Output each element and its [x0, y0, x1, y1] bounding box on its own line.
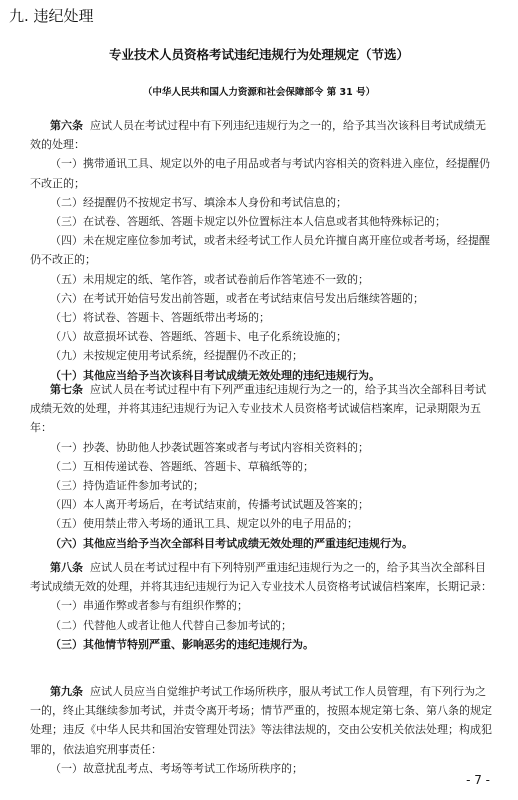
article-7 — [30, 380, 492, 553]
article-intro — [30, 380, 492, 438]
document-subtitle: （中华人民共和国人力资源和社会保障部令 第 31 号） — [142, 87, 376, 98]
list-item: （一）串通作弊或者参与有组织作弊的； — [50, 599, 248, 613]
section-heading: 九. 违纪处理 — [9, 7, 94, 25]
list-item: （二）代替他人或者让他人代替自己参加考试的； — [50, 618, 292, 632]
list-item: （八）故意损坏试卷、答题纸、答题卡、电子化系统设施的； — [50, 330, 347, 344]
article-number: 第八条 — [50, 561, 83, 574]
article-intro-text: 应试人员应当自觉维护考试工作场所秩序，服从考试工作人员管理，有下列行为之一的，终止其继续参加考试，并责令离开考场；情节严重的，按照本规定第七条、第八条的规定处理；违反《中华人民共和国治安管理处罚法》等法律法规的，交由公安机关依法处理；构成犯罪的，依法追究刑事责任： — [30, 685, 492, 756]
article-intro — [30, 682, 492, 759]
list-item: （二）互相传递试卷、答题纸、答题卡、草稿纸等的； — [50, 459, 314, 473]
document-title: 专业技术人员资格考试违纪违规行为处理规定（节选） — [108, 47, 409, 62]
article-9 — [30, 682, 492, 778]
list-item: （五）未用规定的纸、笔作答，或者试卷前后作答笔迹不一致的； — [50, 272, 369, 286]
list-item: （九）未按规定使用考试系统，经提醒仍不改正的； — [50, 349, 303, 363]
list-item: （三）其他情节特别严重、影响恶劣的违纪违规行为。 — [50, 637, 314, 651]
article-number: 第七条 — [50, 383, 83, 396]
list-item: （十）其他应当给予当次该科目考试成绩无效处理的违纪违规行为。 — [50, 368, 380, 382]
article-6 — [30, 116, 492, 385]
article-intro-text: 应试人员在考试过程中有下列违纪违规行为之一的，给予其当次该科目考试成绩无效的处理： — [30, 119, 486, 152]
article-number: 第九条 — [50, 685, 83, 698]
list-item: （六）其他应当给予当次全部科目考试成绩无效处理的严重违纪违规行为。 — [50, 536, 413, 550]
article-intro-text: 应试人员在考试过程中有下列特别严重违纪违规行为之一的，给予其当次全部科目考试成绩无效的处理，并将其违纪违规行为记入专业技术人员资格考试诚信档案库，长期记录： — [30, 561, 492, 594]
list-item: （二）经提醒仍不按规定书写、填涂本人身份和考试信息的； — [50, 195, 347, 209]
list-item: （一）携带通讯工具、规定以外的电子用品或者与考试内容相关的资料进入座位，经提醒仍不改正的； — [30, 157, 490, 190]
list-item: （一）故意扰乱考点、考场等考试工作场所秩序的； — [50, 761, 303, 775]
list-item: （一）抄袭、协助他人抄袭试题答案或者与考试内容相关资料的； — [50, 440, 369, 454]
page-number: - 7 - — [466, 773, 490, 787]
list-item: （四）未在规定座位参加考试，或者未经考试工作人员允许擅自离开座位或者考场，经提醒仍不改正的； — [30, 234, 490, 267]
article-number: 第六条 — [50, 119, 83, 132]
article-8 — [30, 558, 492, 654]
list-item: （四）本人离开考场后，在考试结束前，传播考试试题及答案的； — [50, 498, 369, 512]
list-item: （三）在试卷、答题纸、答题卡规定以外位置标注本人信息或者其他特殊标记的； — [50, 215, 446, 229]
article-intro-text: 应试人员在考试过程中有下列严重违纪违规行为之一的，给予其当次全部科目考试成绩无效的处理，并将其违纪违规行为记入专业技术人员资格考试诚信档案库，记录期限为五年： — [30, 383, 486, 435]
list-item: （三）持伪造证件参加考试的； — [50, 479, 204, 493]
article-intro — [30, 116, 492, 154]
list-item: （五）使用禁止带入考场的通讯工具、规定以外的电子用品的； — [50, 517, 358, 531]
article-intro — [30, 558, 492, 596]
list-item: （六）在考试开始信号发出前答题，或者在考试结束信号发出后继续答题的； — [50, 291, 424, 305]
list-item: （七）将试卷、答题卡、答题纸带出考场的； — [50, 311, 270, 325]
